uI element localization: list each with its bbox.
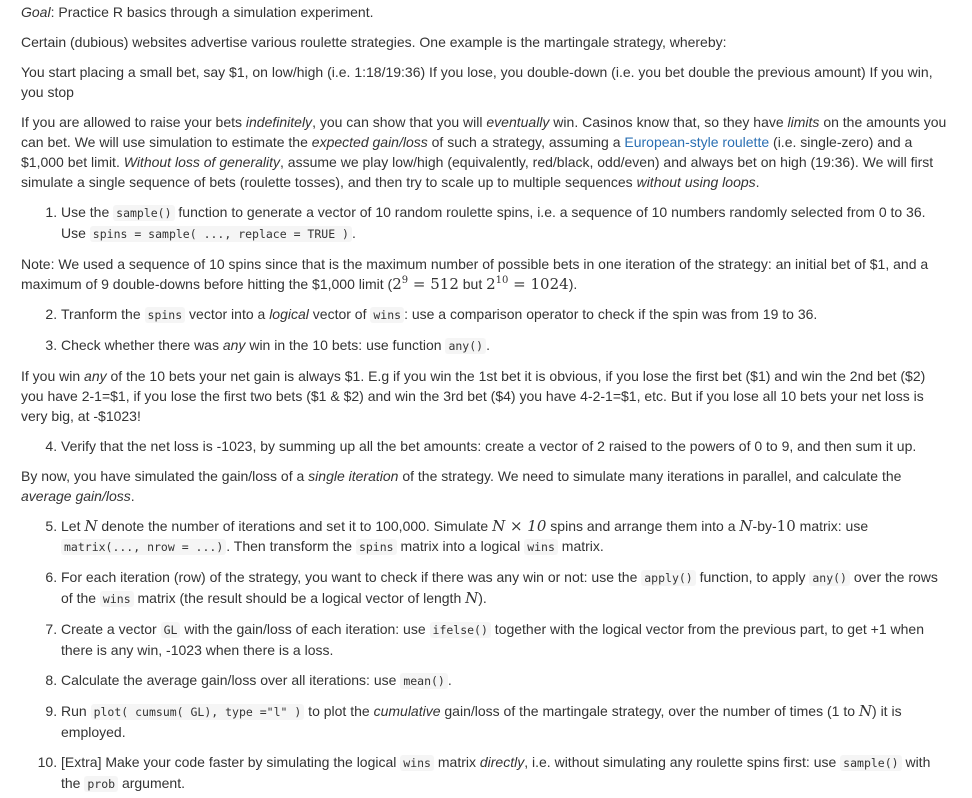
intro-paragraph: Certain (dubious) websites advertise various roulette strategies. One example is the martingale strategy, whereby: [21,34,727,50]
code-snippet: spins [145,307,186,323]
task-item-9: 9. Run plot( cumsum( GL), type ="l" ) to plot the cumulative gain/loss of the martingale strategy, over the number of times (1 to N) it is employed. [61,701,950,742]
task-item-7: 7. Create a vector GL with the gain/loss of each iteration: use ifelse() together with the logical vector from the previous part, to get +1 when there is any win, -1023 when there is a loss. [61,619,950,660]
limits-paragraph: If you are allowed to raise your bets indefinitely, you can show that you will eventually win. Casinos know that, so they have limits on the amounts you can bet. We will use simulation to estimate the expected gain/loss of such a strategy, assuming a European-style roulette (i.e. single-zero) and a $1,000 bet limit. Without loss of generality, assume we play low/high (equivalently, red/black, odd/even) and always bet on high (19:36). We will first simulate a single sequence of bets (roulette tosses), and then try to scale up to multiple sequences without using loops. [21,114,947,190]
code-snippet: wins [524,539,558,555]
win-explanation-paragraph: If you win any of the 10 bets your net gain is always $1. E.g if you win the 1st bet it is obvious, if you lose the first bet ($1) and win the 2nd bet ($2) you have 2-1=$1, if you lose the first two bets ($1 & $2) and win the 3rd bet ($4) you have 4-2-1=$1, etc. But if you lose all 10 bets your net loss is very big, at -$1023! [21,368,926,424]
code-snippet: sample() [113,205,174,221]
code-snippet: GL [161,622,181,638]
task-list-4 [21,516,950,794]
code-snippet: mean() [400,673,448,689]
task-item-3: 3. Check whether there was any win in the 10 bets: use function any() . [61,335,950,356]
scale-up-paragraph: By now, you have simulated the gain/loss of a single iteration of the strategy. We need to simulate many iterations in parallel, and calculate the average gain/loss. [21,468,902,504]
task-list-1 [21,202,950,244]
task-item-8: 8. Calculate the average gain/loss over all iterations: use mean() . [61,670,950,691]
code-snippet: wins [400,755,434,771]
code-snippet: ifelse() [430,622,491,638]
task-item-5: 5. Let N denote the number of iterations and set it to 100,000. Simulate N × 10 spins and arrange them into a N-by-10 matrix: use matrix(..., nrow = ...) . Then transform the spins matrix into a logical wins matrix. [61,516,950,557]
code-snippet: plot( cumsum( GL), type ="l" ) [91,704,305,720]
european-roulette-link[interactable]: European-style roulette [624,134,770,150]
note-paragraph: Note: We used a sequence of 10 spins since that is the maximum number of possible bets in one iteration of the strategy: an initial bet of $1, and a maximum of 9 double-downs before hitting the $1,000 limit ($2^9 = 512$ but $2^{10} = 1024$). [21,256,929,293]
strategy-paragraph: You start placing a small bet, say $1, on low/high (i.e. 1:18/19:36) If you lose, you double-down (i.e. you bet double the previous amount) If you win, you stop [21,64,933,100]
goal-label: Goal [21,4,51,20]
code-snippet: matrix(..., nrow = ...) [61,539,226,555]
code-snippet: any() [445,338,486,354]
code-snippet: apply() [641,570,695,586]
code-snippet: any() [809,570,850,586]
task-item-1: 1. Use the sample() function to generate a vector of 10 random roulette spins, i.e. a sequence of 10 numbers randomly selected from 0 to 36. Use spins = sample( ..., replace = TRUE ) . [61,202,950,244]
code-snippet: sample() [840,755,901,771]
code-snippet: wins [100,591,134,607]
task-item-6: 6. For each iteration (row) of the strategy, you want to check if there was any win or not: use the apply() function, to apply any() over the rows of the wins matrix (the result should be a logical vector of length N). [61,567,950,609]
task-item-4: 4. Verify that the net loss is -1023, by summing up all the bet amounts: create a vector of 2 raised to the powers of 0 to 9, and then sum it up. [61,436,950,456]
task-list-2 [21,304,950,356]
code-snippet: spins = sample( ..., replace = TRUE ) [90,226,352,242]
math-expression: $2^{10} = 1024$ [486,275,569,293]
code-snippet: spins [356,539,397,555]
task-item-2: 2. Tranform the spins vector into a logical vector of wins : use a comparison operator to check if the spin was from 19 to 36. [61,304,950,325]
task-item-10: 10. [Extra] Make your code faster by simulating the logical wins matrix directly, i.e. without simulating any roulette spins first: use sample() with the prob argument. [61,752,950,794]
math-expression: $2^9 = 512$ [392,275,459,293]
task-list-3 [21,436,950,456]
code-snippet: prob [84,776,118,792]
goal-paragraph: Goal: Practice R basics through a simulation experiment. [21,4,374,20]
code-snippet: wins [370,307,404,323]
